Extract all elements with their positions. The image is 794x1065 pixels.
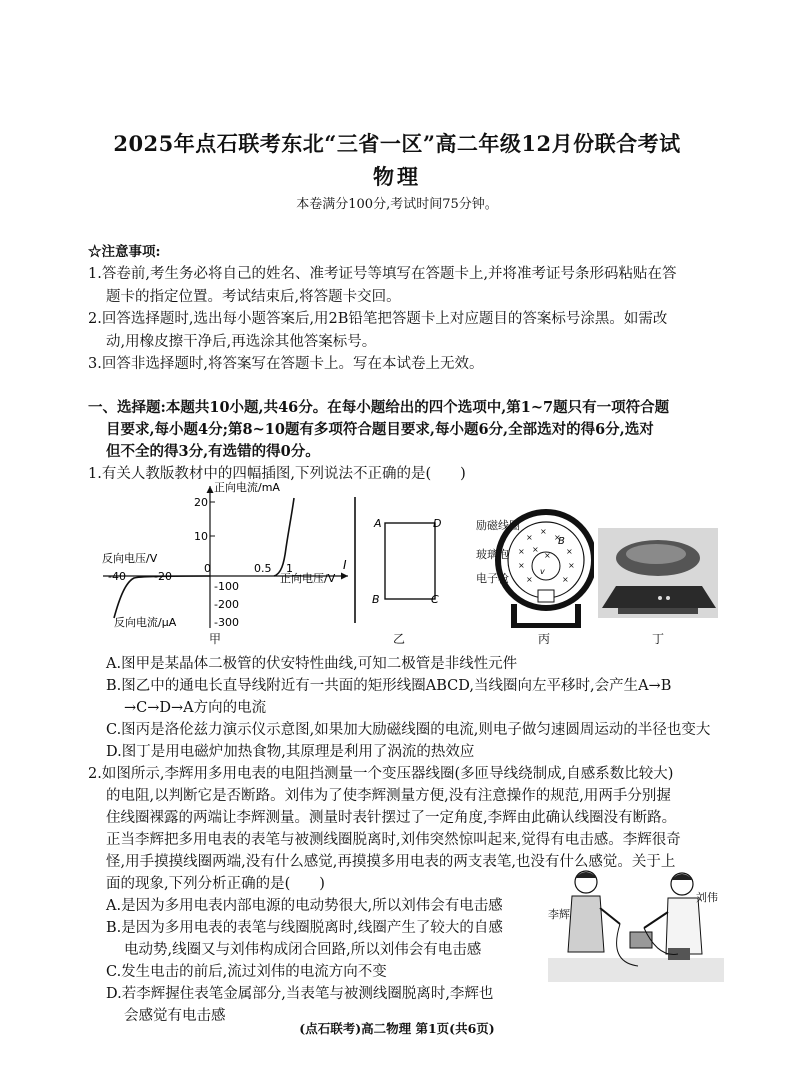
name-label-li-hui: 李辉	[548, 908, 570, 921]
q2-stem: 面的现象,下列分析正确的是( )	[106, 876, 325, 892]
svg-text:×: ×	[526, 575, 533, 584]
y-neg-label: 反向电流/μA	[114, 616, 177, 629]
svg-text:×: ×	[518, 547, 525, 556]
notice-line: 题卡的指定位置。考试结束后,将答题卡交回。	[106, 289, 401, 305]
q1-option-a: A.图甲是某晶体二极管的伏安特性曲线,可知二极管是非线性元件	[106, 656, 518, 672]
tick-x: 0	[204, 562, 211, 575]
rect-loop	[385, 523, 435, 599]
notice-heading: ☆注意事项:	[88, 244, 161, 260]
q2-stem: 2.如图所示,李辉用多用电表的电阻挡测量一个变压器线圈(多匝导线绕制成,自感系数比较大)	[88, 766, 674, 782]
notice-line: 动,用橡皮擦干净后,再选涂其他答案标号。	[106, 334, 377, 350]
bing-label: 玻璃泡	[476, 548, 509, 561]
svg-text:×: ×	[568, 561, 575, 570]
svg-text:×: ×	[544, 551, 551, 560]
velocity-label: v	[540, 567, 545, 576]
x-pos-label: 正向电压/V	[280, 572, 336, 585]
figure-caption: 丁	[652, 632, 665, 646]
corner-d: D	[433, 517, 442, 530]
subject-title: 物理	[373, 164, 421, 189]
q2-stem: 正当李辉把多用电表的表笔与被测线圈脱离时,刘伟突然惊叫起来,觉得有电击感。李辉很奇	[106, 832, 681, 848]
current-label: I	[343, 558, 347, 572]
name-label-liu-wei: 刘伟	[696, 891, 718, 904]
q2-stem: 的电阻,以判断它是否断路。刘伟为了使李辉测量方便,没有注意操作的规范,用两手分别握	[106, 788, 671, 804]
svg-text:×: ×	[526, 533, 533, 542]
tick-x: 1	[286, 562, 293, 575]
corner-b: B	[372, 593, 380, 606]
tick-y: 20	[194, 496, 208, 509]
q2-option-b: B.是因为多用电表的表笔与线圈脱离时,线圈产生了较大的自感	[106, 920, 503, 936]
tick-y: -100	[214, 580, 239, 593]
section-heading: 一、选择题:本题共10小题,共46分。在每小题给出的四个选项中,第1~7题只有一项符合题	[88, 399, 670, 416]
q2-stem: 住线圈裸露的两端让李辉测量。测量时表针摆过了一定角度,李辉由此确认线圈没有断路。	[106, 810, 677, 826]
figure-caption: 甲	[209, 632, 222, 646]
svg-text:×: ×	[518, 561, 525, 570]
page-footer: (点石联考)高二物理 第1页(共6页)	[299, 1021, 495, 1036]
svg-text:×: ×	[540, 527, 547, 536]
score-note: 本卷满分100分,考试时间75分钟。	[296, 197, 498, 212]
figure-caption: 丙	[538, 632, 551, 646]
q2-option-d: D.若李辉握住表笔金属部分,当表笔与被测线圈脱离时,李辉也	[106, 986, 494, 1002]
q2-option-a: A.是因为多用电表内部电源的电动势很大,所以刘伟会有电击感	[106, 898, 503, 914]
q1-option-d: D.图丁是用电磁炉加热食物,其原理是利用了涡流的热效应	[106, 744, 475, 760]
figure-yi-wire-loop	[340, 495, 445, 625]
section-heading: 目要求,每小题4分;第8~10题有多项符合题目要求,每小题6分,全部选对的得6分,选对	[106, 421, 654, 438]
notice-line: 1.答卷前,考生务必将自己的姓名、准考证号等填写在答题卡上,并将准考证号条形码粘贴在答	[88, 266, 677, 282]
x-neg-label: 反向电压/V	[102, 552, 158, 565]
q1-option-b-cont: →C→D→A方向的电流	[124, 700, 267, 716]
section-heading: 但不全的得3分,有选错的得0分。	[106, 443, 320, 460]
figure-jia-diode-curve	[98, 478, 360, 643]
tick-x: 0.5	[254, 562, 272, 575]
tick-x: -20	[154, 570, 172, 583]
tick-y: -200	[214, 598, 239, 611]
bing-label: 电子枪	[476, 572, 509, 585]
notice-line: 2.回答选择题时,选出每小题答案后,用2B铅笔把答题卡上对应题目的答案标号涂黑。如需改	[88, 311, 668, 327]
q2-option-b-cont: 电动势,线圈又与刘伟构成闭合回路,所以刘伟会有电击感	[124, 942, 482, 958]
svg-text:×: ×	[562, 575, 569, 584]
svg-text:×: ×	[566, 547, 573, 556]
q2-stem: 怪,用手摸摸线圈两端,没有什么感觉,再摸摸多用电表的两支表笔,也没有什么感觉。关于上	[106, 854, 676, 870]
y-pos-label: 正向电流/mA	[214, 481, 280, 494]
svg-text:×: ×	[554, 533, 561, 542]
q1-option-b: B.图乙中的通电长直导线附近有一共面的矩形线圈ABCD,当线圈向左平移时,会产生A→B	[106, 678, 672, 694]
tick-y: 10	[194, 530, 208, 543]
svg-text:×: ×	[532, 545, 539, 554]
tick-x: -40	[108, 570, 126, 583]
notice-line: 3.回答非选择题时,将答案写在答题卡上。写在本试卷上无效。	[88, 356, 484, 372]
exam-title: 2025年点石联考东北“三省一区”高二年级12月份联合考试	[113, 131, 681, 156]
tick-y: -300	[214, 616, 239, 629]
q2-option-c: C.发生电击的前后,流过刘伟的电流方向不变	[106, 964, 387, 980]
corner-a: A	[374, 517, 382, 530]
q1-option-c: C.图丙是洛伦兹力演示仪示意图,如果加大励磁线圈的电流,则电子做匀速圆周运动的半径也变大	[106, 722, 711, 738]
figure-q2-people-illustration	[548, 862, 724, 982]
figure-caption: 乙	[393, 632, 406, 646]
bing-label: 励磁线圈	[476, 519, 520, 532]
field-b-label: B	[558, 536, 565, 547]
figure-ding-induction-cooker	[598, 528, 718, 618]
q2-option-d-cont: 会感觉有电击感	[124, 1008, 226, 1024]
q1-stem: 1.有关人教版教材中的四幅插图,下列说法不正确的是( )	[88, 466, 466, 482]
corner-c: C	[431, 593, 439, 606]
